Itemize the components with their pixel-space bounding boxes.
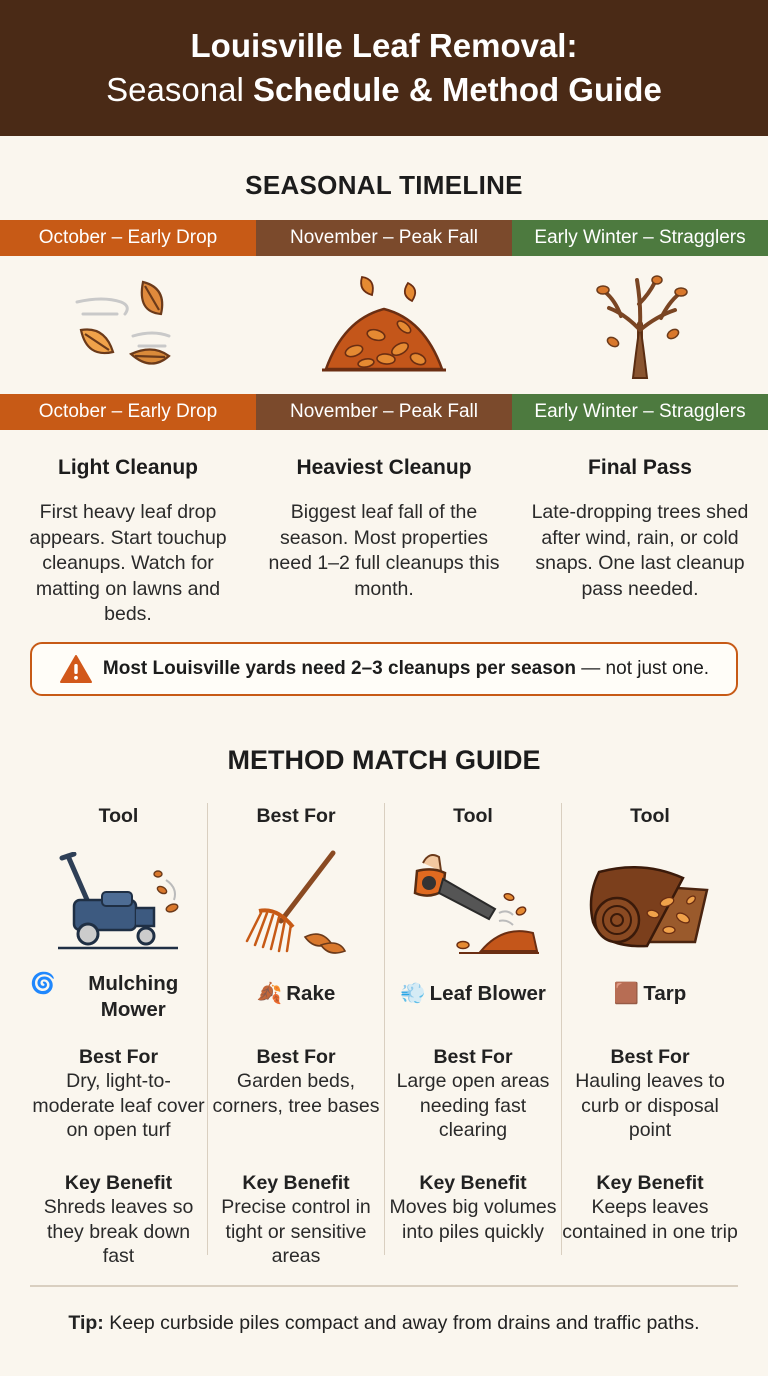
benefit-label: Key Benefit — [64, 1172, 173, 1194]
method-mulching-mower — [30, 803, 207, 1267]
phase-heading: Light Cleanup — [58, 456, 198, 479]
best-for-label: Best For — [256, 1046, 336, 1068]
warning-rest-text: — not just one. — [576, 658, 710, 679]
leaf-blower-icon — [385, 841, 561, 963]
column-head: Tool — [98, 805, 139, 827]
page-title-line1: Louisville Leaf Removal: — [190, 27, 578, 64]
tip-label: Tip: — [68, 1312, 104, 1334]
timeline-icons — [0, 258, 768, 390]
method-rake — [207, 803, 384, 1267]
best-for-label: Best For — [433, 1046, 513, 1068]
tip-text: Keep curbside piles compact and away from drains and traffic paths. — [103, 1312, 700, 1334]
methods-title: METHOD MATCH GUIDE — [227, 745, 541, 775]
best-for-text: Large open areas needing fast clearing — [396, 1070, 550, 1141]
phase-text: Late-dropping trees shed after wind, rain, or cold snaps. One last cleanup pass needed. — [531, 501, 749, 600]
phase-early-winter — [512, 456, 768, 628]
warning-icon — [59, 654, 93, 684]
tool-name: 🍂 Rake — [256, 982, 336, 1005]
benefit-text: Moves big volumes into piles quickly — [389, 1196, 557, 1243]
column-head: Best For — [256, 805, 336, 827]
benefit-text: Keeps leaves contained in one trip — [562, 1196, 738, 1243]
blowing-leaves-icon — [0, 258, 256, 390]
phase-text: First heavy leaf drop appears. Start touchup cleanups. Watch for matting on lawns and beds. — [29, 501, 227, 625]
benefit-label: Key Benefit — [242, 1172, 350, 1194]
rake-icon — [208, 841, 384, 963]
fallen-leaf-icon: 🍂 — [256, 982, 283, 1005]
leaf-pile-icon — [256, 258, 512, 390]
tool-name: 🟫 Tarp — [613, 982, 687, 1005]
brown-square-icon: 🟫 — [613, 982, 640, 1005]
best-for-label: Best For — [78, 1046, 159, 1068]
phase-descriptions — [0, 456, 768, 628]
bare-tree-icon — [512, 258, 768, 390]
header-banner — [0, 0, 768, 136]
phase-heading: Heaviest Cleanup — [296, 456, 472, 479]
phase-label-early-winter: Early Winter – Stragglers — [512, 394, 768, 430]
page-title-line2 — [0, 70, 768, 110]
method-leaf-blower — [384, 803, 561, 1255]
method-tarp — [561, 803, 738, 1255]
phase-label-november: November – Peak Fall — [256, 394, 512, 430]
benefit-text: Shreds leaves so they break down fast — [43, 1196, 194, 1267]
phase-label-october: October – Early Drop — [0, 220, 256, 256]
benefit-label: Key Benefit — [419, 1172, 527, 1194]
method-grid — [30, 803, 738, 1267]
best-for-text: Garden beds, corners, tree bases — [212, 1070, 380, 1117]
title-bold-part: Schedule & Method Guide — [252, 71, 662, 108]
footer-tip — [0, 1312, 768, 1335]
wind-icon: 💨 — [400, 982, 426, 1005]
phase-label-early-winter: Early Winter – Stragglers — [512, 220, 768, 256]
phase-heading: Final Pass — [588, 456, 692, 479]
best-for-text: Dry, light-to-moderate leaf cover on open turf — [32, 1070, 205, 1141]
best-for-label: Best For — [610, 1046, 690, 1068]
tool-name: 🌀 Mulching Mower — [30, 972, 179, 1021]
benefit-label: Key Benefit — [596, 1172, 704, 1194]
swirl-icon: 🌀 — [30, 972, 56, 995]
tarp-icon — [562, 841, 738, 963]
phase-text: Biggest leaf fall of the season. Most properties need 1–2 full cleanups this month. — [268, 501, 500, 600]
best-for-text: Hauling leaves to curb or disposal point — [575, 1070, 725, 1141]
column-head: Tool — [630, 805, 670, 827]
timeline-band-top — [0, 220, 768, 256]
phase-october — [0, 456, 256, 628]
phase-november — [256, 456, 512, 628]
benefit-text: Precise control in tight or sensitive areas — [221, 1196, 371, 1267]
warning-bold-text: Most Louisville yards need 2–3 cleanups per season — [102, 658, 576, 679]
footer-divider — [30, 1285, 738, 1287]
title-light-part: Seasonal — [106, 71, 253, 108]
phase-label-october: October – Early Drop — [0, 394, 256, 430]
column-head: Tool — [453, 805, 493, 827]
timeline-band-bottom — [0, 394, 768, 430]
tool-name: 💨 Leaf Blower — [400, 982, 546, 1005]
cleanup-warning-callout — [30, 642, 738, 696]
mulching-mower-icon — [30, 841, 207, 963]
phase-label-november: November – Peak Fall — [256, 220, 512, 256]
timeline-title: SEASONAL TIMELINE — [245, 170, 523, 200]
